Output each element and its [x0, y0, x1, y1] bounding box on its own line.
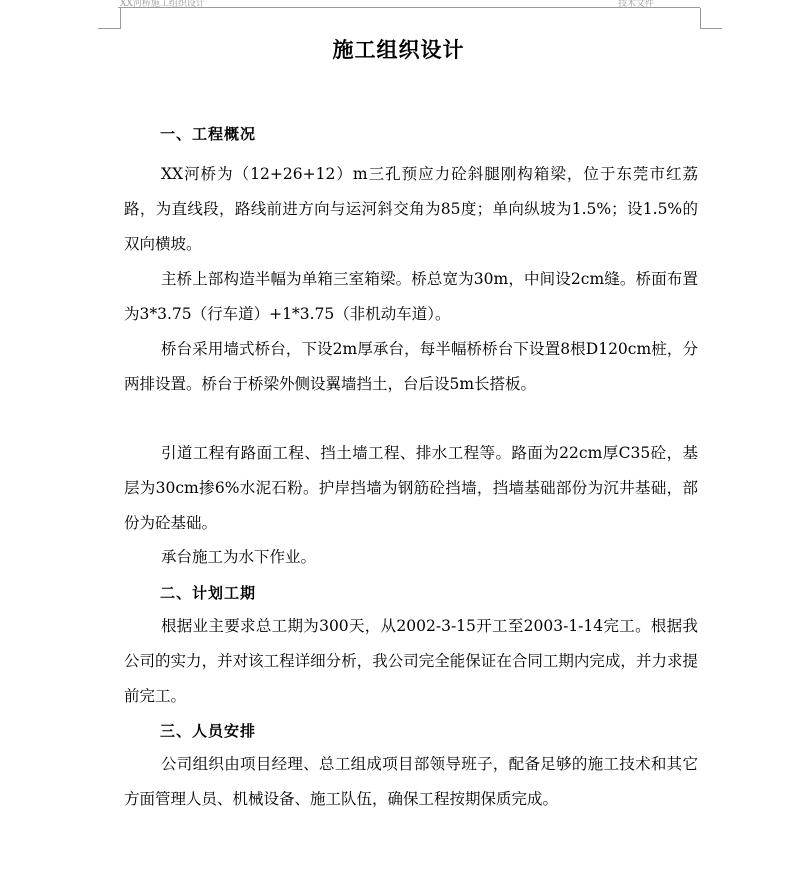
section-heading-overview: 一、工程概况: [160, 125, 257, 143]
paragraph-overview-3: 桥台采用墙式桥台，下设2m厚承台，每半幅桥桥台下设置8根D120cm桩，分两排设置。桥台于桥梁外侧设翼墙挡土，台后设5m长搭板。: [124, 340, 698, 393]
header-rule: [118, 7, 700, 8]
header-right-text: 技术文件: [618, 0, 655, 7]
header-left-text: XX河桥施工组织设计: [120, 0, 205, 7]
document-title: 施工组织设计: [332, 37, 465, 62]
paragraph-overview-4: 引道工程有路面工程、挡土墙工程、排水工程等。路面为22cm厚C35砼，基层为30cm掺6%水泥石粉。护岸挡墙为钢筋砼挡墙，挡墙基础部份为沉井基础，部份为砼基础。: [124, 444, 698, 532]
crop-mark-top-left-vertical: [120, 8, 121, 29]
crop-mark-top-right: [700, 28, 722, 29]
section-heading-staffing: 三、人员安排: [160, 722, 257, 740]
paragraph-schedule-1: 根据业主要求总工期为300天，从2002-3-15开工至2003-1-14完工。根据我公司的实力，并对该工程详细分析，我公司完全能保证在合同工期内完成，并力求提前完工。: [124, 617, 698, 705]
crop-mark-top-left: [98, 28, 120, 29]
paragraph-overview-5: 承台施工为水下作业。: [161, 548, 317, 566]
section-heading-schedule: 二、计划工期: [160, 584, 257, 602]
paragraph-overview-1: XX河桥为（12+26+12）m三孔预应力砼斜腿刚构箱梁，位于东莞市红荔路，为直线段，路线前进方向与运河斜交角为85度；单向纵坡为1.5%；设1.5%的双向横坡。: [124, 165, 698, 253]
page-header: [0, 0, 797, 30]
paragraph-overview-2: 主桥上部构造半幅为单箱三室箱梁。桥总宽为30m，中间设2cm缝。桥面布置为3*3.75（行车道）+1*3.75（非机动车道）。: [124, 270, 698, 323]
crop-mark-top-right-vertical: [700, 8, 701, 29]
paragraph-staffing-1: 公司组织由项目经理、总工组成项目部领导班子，配备足够的施工技术和其它方面管理人员、机械设备、施工队伍，确保工程按期保质完成。: [124, 755, 698, 808]
